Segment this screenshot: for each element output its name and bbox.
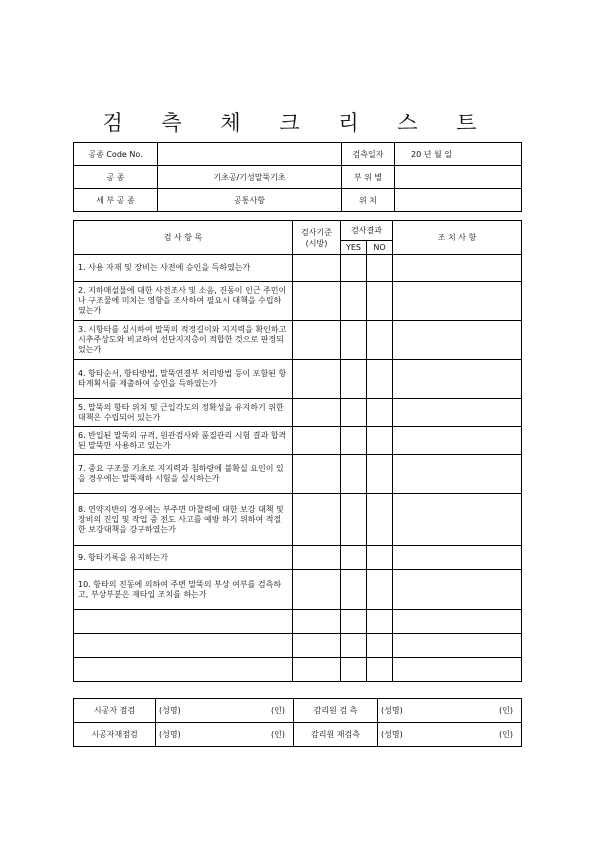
yes-cell[interactable] (341, 610, 367, 634)
no-cell[interactable] (367, 282, 393, 321)
criteria-cell[interactable] (293, 360, 341, 399)
no-cell[interactable] (367, 658, 393, 682)
checklist-item: 10. 항타의 진동에 의하여 주변 말뚝의 부상 여부를 검측하고, 부상부분은 재타입 조치를 하는가 (74, 570, 293, 610)
col-action-header: 조 치 사 항 (393, 221, 522, 255)
contractor-recheck-seal: (인) (226, 723, 294, 747)
checklist-item[interactable] (74, 634, 293, 658)
no-cell[interactable] (367, 455, 393, 494)
action-cell[interactable] (393, 610, 522, 634)
action-cell[interactable] (393, 546, 522, 570)
yes-cell[interactable] (341, 455, 367, 494)
header-table (73, 142, 522, 212)
supervisor-inspection-name[interactable]: (성명) (378, 699, 448, 723)
criteria-cell[interactable] (293, 255, 341, 282)
location-label: 위 치 (342, 189, 395, 212)
yes-cell[interactable] (341, 494, 367, 546)
action-cell[interactable] (393, 658, 522, 682)
checklist-item: 6. 반입된 말뚝의 규격, 원관검사와 품질관리 시험 결과 합격된 말뚝만 사용하고 있는가 (74, 427, 293, 455)
inspection-date-value[interactable]: 20 년 월 일 (395, 143, 522, 166)
detail-work-label: 세 부 공 종 (74, 189, 158, 212)
page-title: 검 측 체 크 리 스 트 (102, 111, 493, 135)
col-yes-header: YES (341, 241, 367, 255)
checklist-item: 1. 사용 자재 및 장비는 사전에 승인을 득하였는가 (74, 255, 293, 282)
yes-cell[interactable] (341, 570, 367, 610)
checklist-item[interactable] (74, 610, 293, 634)
criteria-cell[interactable] (293, 546, 341, 570)
no-cell[interactable] (367, 546, 393, 570)
signature-table (73, 698, 522, 747)
action-cell[interactable] (393, 455, 522, 494)
checklist-item: 7. 중요 구조물 기초로 지지력과 침하량에 불확실 요인이 있을 경우에는 말뚝재하 시험을 실시하는가 (74, 455, 293, 494)
checklist-item: 8. 연약지반의 경우에는 부주면 마찰력에 대한 보강 대책 및 장비의 진입 및 작업 중 전도 사고를 예방 하기 위하여 적절한 보강대책을 강구하였는가 (74, 494, 293, 546)
col-result-header: 검사결과 (341, 221, 393, 241)
work-code-label: 공종 Code No. (74, 143, 158, 166)
contractor-check-label: 시공자 점검 (74, 699, 156, 723)
checklist-item: 4. 항타순서, 항타방법, 말뚝연결부 처리방법 등이 포함된 항타계획서를 제출하여 승인을 득하였는가 (74, 360, 293, 399)
action-cell[interactable] (393, 570, 522, 610)
contractor-check-name[interactable]: (성명) (156, 699, 226, 723)
contractor-check-seal: (인) (226, 699, 294, 723)
yes-cell[interactable] (341, 427, 367, 455)
work-type-label: 공 종 (74, 166, 158, 189)
action-cell[interactable] (393, 427, 522, 455)
work-type-value[interactable]: 기초공/기성말뚝기초 (158, 166, 342, 189)
checklist-item: 9. 항타기록을 유지하는가 (74, 546, 293, 570)
criteria-cell[interactable] (293, 282, 341, 321)
checklist-item[interactable] (74, 658, 293, 682)
checklist-item: 3. 시항타를 실시하여 말뚝의 적정길이와 지지력을 확인하고 시추주상도와 비교하여 선단지지층이 적합한 것으로 판정되었는가 (74, 321, 293, 360)
no-cell[interactable] (367, 610, 393, 634)
checklist-item: 2. 지하매설물에 대한 사전조사 및 소음, 진동이 인근 주민이나 구조물에 미치는 영향을 조사하여 필요시 대책을 수립하였는가 (74, 282, 293, 321)
supervisor-reinspection-seal: (인) (448, 723, 522, 747)
part-label: 부 위 별 (342, 166, 395, 189)
action-cell[interactable] (393, 282, 522, 321)
action-cell[interactable] (393, 321, 522, 360)
detail-work-value[interactable]: 공통사항 (158, 189, 342, 212)
criteria-cell[interactable] (293, 399, 341, 427)
criteria-cell[interactable] (293, 321, 341, 360)
action-cell[interactable] (393, 634, 522, 658)
no-cell[interactable] (367, 634, 393, 658)
supervisor-inspection-seal: (인) (448, 699, 522, 723)
no-cell[interactable] (367, 494, 393, 546)
location-value[interactable] (395, 189, 522, 212)
yes-cell[interactable] (341, 658, 367, 682)
yes-cell[interactable] (341, 255, 367, 282)
action-cell[interactable] (393, 399, 522, 427)
supervisor-reinspection-label: 감리원 재검측 (294, 723, 378, 747)
criteria-cell[interactable] (293, 570, 341, 610)
criteria-cell[interactable] (293, 494, 341, 546)
criteria-cell[interactable] (293, 610, 341, 634)
criteria-cell[interactable] (293, 634, 341, 658)
criteria-cell[interactable] (293, 658, 341, 682)
no-cell[interactable] (367, 255, 393, 282)
col-no-header: NO (367, 241, 393, 255)
criteria-cell[interactable] (293, 455, 341, 494)
no-cell[interactable] (367, 570, 393, 610)
supervisor-reinspection-name[interactable]: (성명) (378, 723, 448, 747)
criteria-cell[interactable] (293, 427, 341, 455)
checklist-item: 5. 말뚝의 항타 위치 및 근입각도의 정확성을 유지하기 위한 대책은 수립되어 있는가 (74, 399, 293, 427)
no-cell[interactable] (367, 360, 393, 399)
yes-cell[interactable] (341, 399, 367, 427)
no-cell[interactable] (367, 321, 393, 360)
inspection-date-label: 검측일자 (342, 143, 395, 166)
checklist-table (73, 220, 522, 682)
action-cell[interactable] (393, 255, 522, 282)
yes-cell[interactable] (341, 321, 367, 360)
contractor-recheck-name[interactable]: (성명) (156, 723, 226, 747)
action-cell[interactable] (393, 494, 522, 546)
col-criteria-header: 검사기준 (시방) (293, 221, 341, 255)
col-item-header: 검 사 항 목 (74, 221, 293, 255)
supervisor-inspection-label: 감리원 검 측 (294, 699, 378, 723)
no-cell[interactable] (367, 399, 393, 427)
yes-cell[interactable] (341, 360, 367, 399)
work-code-value[interactable] (158, 143, 342, 166)
yes-cell[interactable] (341, 546, 367, 570)
yes-cell[interactable] (341, 634, 367, 658)
yes-cell[interactable] (341, 282, 367, 321)
no-cell[interactable] (367, 427, 393, 455)
action-cell[interactable] (393, 360, 522, 399)
contractor-recheck-label: 시공자재점검 (74, 723, 156, 747)
part-value[interactable] (395, 166, 522, 189)
